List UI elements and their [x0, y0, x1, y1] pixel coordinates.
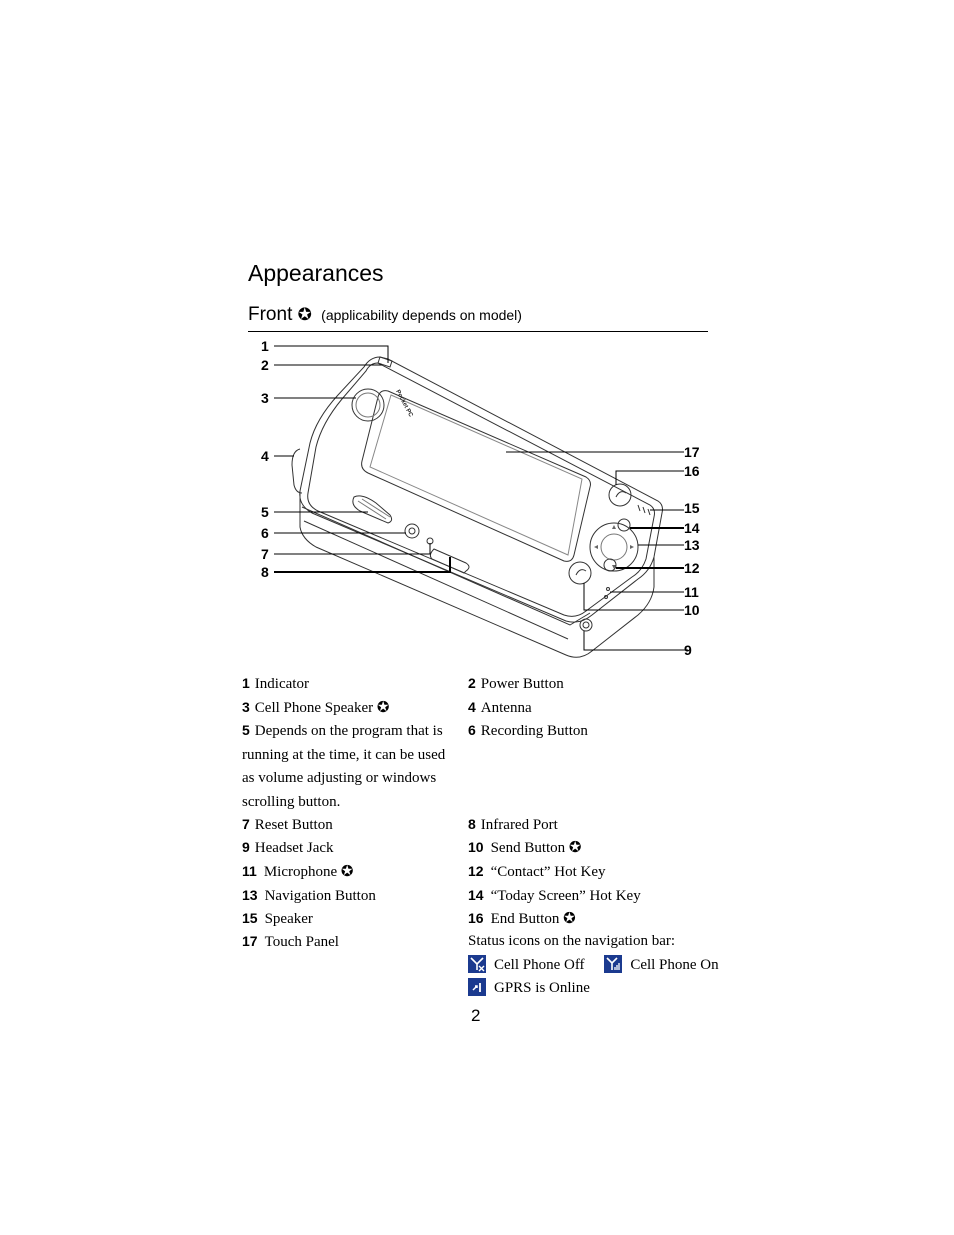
legend-item-17 [242, 930, 339, 955]
legend-item-9 [242, 836, 334, 861]
callout-5: 5 [261, 504, 269, 520]
legend-label: Microphone ✪ [263, 864, 354, 880]
callout-1: 1 [261, 338, 269, 354]
send-button [569, 562, 591, 584]
legend-number: 15 [242, 910, 258, 926]
legend-number: 1 [242, 675, 250, 691]
section-title: Front [248, 304, 293, 325]
cell-phone-speaker [352, 389, 384, 421]
status-label: Cell Phone On [630, 957, 719, 973]
callout-2: 2 [261, 357, 269, 373]
device-illustration [240, 335, 720, 665]
leader-10 [584, 583, 684, 610]
legend-number: 8 [468, 816, 476, 832]
legend-label: Speaker [264, 911, 313, 927]
legend-number: 2 [468, 675, 476, 691]
leader-9 [584, 631, 688, 650]
callout-15: 15 [684, 500, 700, 516]
status-icon-row [468, 954, 719, 978]
legend-label: Cell Phone Speaker ✪ [254, 700, 390, 716]
legend-item-7 [242, 813, 333, 838]
legend-item-2 [468, 672, 564, 697]
speaker [638, 505, 650, 515]
legend-item-3 [242, 696, 389, 721]
microphone [607, 588, 610, 591]
legend-item-8 [468, 813, 558, 838]
legend-number: 16 [468, 910, 484, 926]
section-rule [248, 331, 708, 332]
legend-label: Touch Panel [264, 934, 339, 950]
legend-item-13 [242, 884, 376, 909]
touch-panel [362, 391, 591, 562]
legend-number: 3 [242, 699, 250, 715]
status-icon-row [468, 977, 590, 1001]
callout-3: 3 [261, 390, 269, 406]
legend-label: Send Button ✪ [490, 840, 582, 856]
callout-17: 17 [684, 444, 700, 460]
legend-label: Infrared Port [480, 817, 558, 833]
legend-number: 11 [242, 863, 257, 879]
page-number: 2 [471, 1006, 481, 1025]
leader-8 [274, 557, 450, 572]
legend-number: 14 [468, 887, 484, 903]
legend-number: 13 [242, 887, 258, 903]
callout-10: 10 [684, 602, 700, 618]
legend-item-16 [468, 907, 576, 932]
legend-number: 5 [242, 722, 250, 738]
applicability-note: (applicability depends on model) [321, 307, 522, 323]
leader-16 [616, 471, 684, 485]
end-button [609, 484, 631, 506]
status-intro: Status icons on the navigation bar: [468, 933, 676, 949]
page-title: Appearances [248, 260, 384, 286]
leader-1 [274, 346, 388, 363]
gprs-online-icon [468, 978, 486, 996]
callout-9: 9 [684, 642, 692, 658]
legend-number: 4 [468, 699, 476, 715]
legend-label: Recording Button [480, 723, 588, 739]
legend-item-1 [242, 672, 309, 697]
callout-16: 16 [684, 463, 700, 479]
callout-4: 4 [261, 448, 269, 464]
legend-label: Reset Button [254, 817, 333, 833]
callout-7: 7 [261, 546, 269, 562]
callout-8: 8 [261, 564, 269, 580]
cell-phone-off-icon [468, 955, 486, 973]
legend-label: Headset Jack [254, 840, 334, 856]
legend-item-4 [468, 696, 532, 721]
status-label: Cell Phone Off [494, 957, 585, 973]
cell-phone-on-icon [604, 955, 622, 973]
legend-item-10 [468, 836, 582, 861]
callout-13: 13 [684, 537, 700, 553]
device-diagram [240, 335, 720, 665]
callout-12: 12 [684, 560, 700, 576]
legend-item-6 [468, 719, 588, 744]
callout-11: 11 [684, 584, 699, 600]
legend-number: 17 [242, 933, 258, 949]
pocket-pc-logo: Pocket PC [394, 389, 414, 419]
recording-button [405, 524, 419, 538]
legend-number: 12 [468, 863, 484, 879]
callout-14: 14 [684, 520, 700, 536]
status-label: GPRS is Online [494, 980, 590, 996]
legend-item-15 [242, 907, 313, 932]
legend-item-5 [242, 719, 452, 814]
legend-number: 7 [242, 816, 250, 832]
legend-label: “Contact” Hot Key [490, 864, 606, 880]
legend-label: Depends on the program that is running at the time, it can be used as volume adjusting or windows scrolling button. [242, 723, 446, 810]
legend-label: Power Button [480, 676, 564, 692]
legend-number: 9 [242, 839, 250, 855]
legend-number: 6 [468, 722, 476, 738]
legend-label: Navigation Button [264, 888, 376, 904]
model-star-icon: ✪ [297, 305, 312, 324]
callout-6: 6 [261, 525, 269, 541]
legend-label: Antenna [480, 700, 532, 716]
legend-number: 10 [468, 839, 484, 855]
legend-label: Indicator [254, 676, 309, 692]
section-heading [248, 304, 522, 326]
legend-label: “Today Screen” Hot Key [490, 888, 641, 904]
legend-item-12 [468, 860, 606, 885]
headset-jack [580, 619, 592, 631]
legend-item-14 [468, 884, 641, 909]
legend-label: End Button ✪ [490, 911, 576, 927]
legend-item-11 [242, 860, 353, 885]
